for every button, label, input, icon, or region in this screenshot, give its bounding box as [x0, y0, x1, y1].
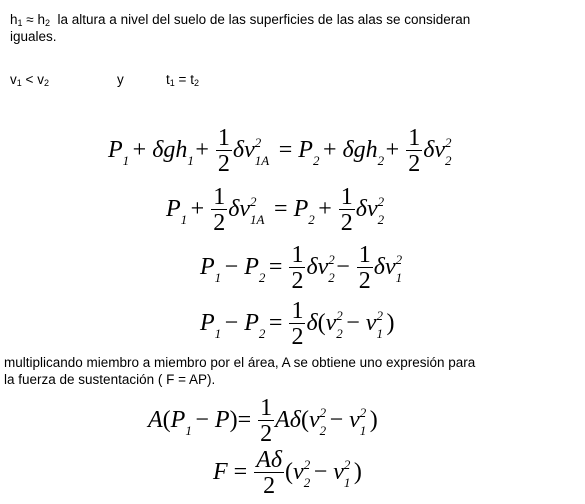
equation-bernoulli-full: P 1 + δgh 1 + $\frac{1}{2}$ δv 2 1A = P 2 + δgh 2 + $\frac{1}{2}$ δv 2 2: [108, 125, 452, 177]
intro-line-1: [10, 11, 470, 28]
intro-line-2: iguales.: [10, 29, 57, 44]
intro-text: la altura a nivel del suelo de las superficies de las alas se consideran: [57, 12, 471, 27]
condition-t1-eq-t2: $t_1 = t_2$: [166, 72, 199, 88]
equation-pressure-difference: P 1 − P 2 = $\frac{1}{2}$ δv 2 2 − $\frac{1}{2}$ δv 2 1: [200, 242, 403, 294]
approx-symbol: ≈: [26, 12, 34, 27]
equation-area-product: A(P 1 − P)= $\frac{1}{2}$ Aδ(v 2 2 − v 2 1 ): [148, 395, 378, 447]
conjunction-y: y: [117, 72, 124, 87]
paragraph-line-2: la fuerza de sustentación ( F = AP).: [4, 372, 216, 387]
condition-v1-lt-v2: $v_1 < v_2$: [10, 72, 49, 88]
equation-lift-force: F = $\frac{A\delta}{2}$ (v 2 2 − v 2 1 ): [213, 447, 362, 499]
equation-pressure-difference-factored: P 1 − P 2 = $\frac{1}{2}$ δ(v 2 2 − v 2 1 ): [200, 298, 395, 350]
h1-symbol: $h_1$: [10, 12, 23, 28]
paragraph-line-1: multiplicando miembro a miembro por el área, A se obtiene uno expresión para: [4, 355, 476, 370]
equation-bernoulli-simplified: P 1 + $\frac{1}{2}$ δv 2 1A = P 2 + $\frac{1}{2}$ δv 2 2: [166, 184, 385, 236]
h2-symbol: $h_2$: [37, 12, 51, 28]
